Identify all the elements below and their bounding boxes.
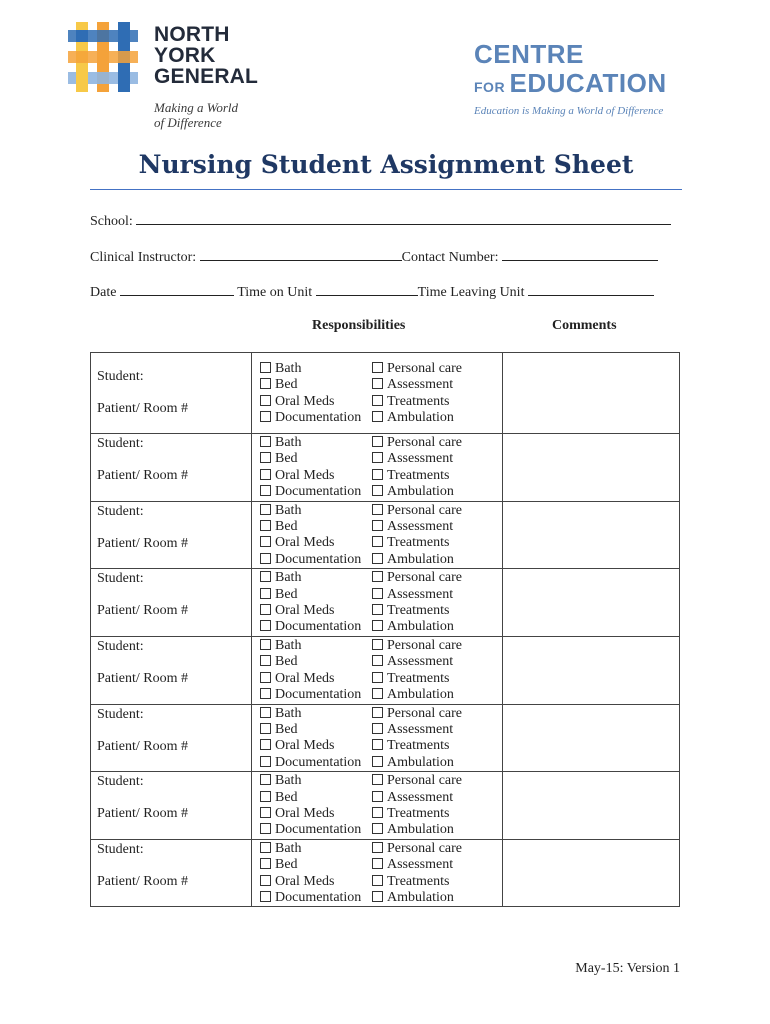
option-label: Bed: [275, 519, 298, 535]
patient-room-label: Patient/ Room #: [97, 738, 188, 754]
version-footer: May-15: Version 1: [575, 961, 680, 976]
option-label: Ambulation: [387, 754, 454, 770]
checkbox[interactable]: [260, 655, 271, 666]
comments-cell[interactable]: [503, 772, 680, 840]
checkbox[interactable]: [372, 774, 383, 785]
option-label: Ambulation: [387, 410, 454, 426]
date-field[interactable]: [120, 283, 234, 296]
option-label: Documentation: [275, 410, 362, 426]
option-label: Treatments: [387, 873, 450, 889]
checkbox[interactable]: [372, 571, 383, 582]
time-leaving-unit-label: Time Leaving Unit: [417, 285, 525, 300]
checkbox[interactable]: [260, 485, 271, 496]
responsibilities-cell: [252, 501, 503, 569]
checkbox[interactable]: [260, 707, 271, 718]
option-label: Personal care: [387, 637, 463, 653]
table-row: [91, 839, 680, 907]
school-row: [90, 212, 682, 230]
responsibility-option: [260, 503, 372, 519]
checkbox[interactable]: [260, 362, 271, 373]
responsibility-option: [260, 755, 372, 771]
responsibilities-cell: [252, 569, 503, 637]
checkbox[interactable]: [372, 620, 383, 631]
option-label: Ambulation: [387, 619, 454, 635]
responsibility-option: [260, 377, 372, 393]
responsibility-option: [260, 671, 372, 687]
responsibility-option: [372, 722, 502, 738]
checkbox[interactable]: [372, 520, 383, 531]
option-label: Bed: [275, 721, 298, 737]
option-label: Ambulation: [387, 889, 454, 905]
checkbox[interactable]: [260, 791, 271, 802]
option-label: Oral Meds: [275, 670, 335, 686]
option-label: Documentation: [275, 822, 362, 838]
checkbox[interactable]: [372, 588, 383, 599]
checkbox[interactable]: [372, 791, 383, 802]
responsibility-option: [260, 722, 372, 738]
comments-cell[interactable]: [503, 501, 680, 569]
student-patient-cell[interactable]: [91, 353, 252, 434]
checkbox[interactable]: [372, 756, 383, 767]
option-label: Personal care: [387, 773, 463, 789]
responsibility-option: [372, 638, 502, 654]
student-label: Student:: [97, 774, 144, 790]
checkbox[interactable]: [260, 469, 271, 480]
option-label: Oral Meds: [275, 467, 335, 483]
checkbox[interactable]: [260, 639, 271, 650]
title-divider: [90, 189, 682, 190]
responsibility-option: [260, 790, 372, 806]
responsibility-option: [260, 519, 372, 535]
student-patient-cell[interactable]: [91, 569, 252, 637]
option-label: Bath: [275, 570, 302, 586]
time-leaving-unit-field[interactable]: [528, 283, 654, 296]
responsibility-option: [372, 451, 502, 467]
table-row: [91, 636, 680, 704]
student-patient-cell[interactable]: [91, 636, 252, 704]
patient-room-label: Patient/ Room #: [97, 401, 188, 416]
option-label: Oral Meds: [275, 738, 335, 754]
patient-room-label: Patient/ Room #: [97, 535, 188, 551]
option-label: Oral Meds: [275, 805, 335, 821]
checkbox[interactable]: [372, 688, 383, 699]
responsibility-option: [372, 841, 502, 857]
checkbox[interactable]: [372, 452, 383, 463]
checkbox[interactable]: [260, 672, 271, 683]
checkbox[interactable]: [260, 774, 271, 785]
responsibilities-cell: [252, 839, 503, 907]
option-label: Oral Meds: [275, 603, 335, 619]
option-label: Bed: [275, 586, 298, 602]
option-label: Bath: [275, 502, 302, 518]
responsibility-option: [372, 671, 502, 687]
checkbox[interactable]: [260, 739, 271, 750]
school-field[interactable]: [136, 212, 671, 225]
checkbox[interactable]: [372, 842, 383, 853]
checkbox[interactable]: [260, 807, 271, 818]
responsibility-option: [260, 552, 372, 568]
cfe-for: FOR: [474, 79, 506, 95]
checkbox[interactable]: [372, 655, 383, 666]
date-label: Date: [90, 285, 117, 300]
responsibility-option: [372, 687, 502, 703]
comments-cell[interactable]: [503, 636, 680, 704]
option-label: Personal care: [387, 840, 463, 856]
option-label: Documentation: [275, 619, 362, 635]
checkbox[interactable]: [260, 504, 271, 515]
table-row: [91, 434, 680, 502]
checkbox[interactable]: [372, 858, 383, 869]
option-label: Bed: [275, 789, 298, 805]
comments-cell[interactable]: [503, 704, 680, 772]
checkbox[interactable]: [260, 688, 271, 699]
responsibilities-cell: [252, 353, 503, 434]
responsibility-option: [372, 822, 502, 838]
option-label: Bed: [275, 654, 298, 670]
checkbox[interactable]: [372, 436, 383, 447]
option-label: Personal care: [387, 570, 463, 586]
option-label: Documentation: [275, 889, 362, 905]
responsibility-option: [260, 822, 372, 838]
responsibility-option: [260, 619, 372, 635]
responsibility-option: [372, 519, 502, 535]
responsibility-option: [372, 706, 502, 722]
responsibility-option: [372, 468, 502, 484]
cfe-centre: CENTRE: [474, 39, 584, 69]
time-on-unit-label: Time on Unit: [237, 285, 313, 300]
responsibility-option: [260, 806, 372, 822]
nyg-name-line-1: NORTH: [154, 23, 230, 46]
responsibility-option: [260, 890, 372, 906]
checkbox[interactable]: [260, 571, 271, 582]
cfe-education: EDUCATION: [509, 68, 667, 98]
responsibility-option: [260, 394, 372, 410]
responsibility-option: [372, 552, 502, 568]
responsibility-option: [372, 790, 502, 806]
responsibility-option: [372, 654, 502, 670]
checkbox[interactable]: [260, 723, 271, 734]
comments-cell[interactable]: [503, 353, 680, 434]
checkbox[interactable]: [372, 639, 383, 650]
checkbox[interactable]: [260, 553, 271, 564]
checkbox[interactable]: [372, 395, 383, 406]
responsibility-option: [372, 484, 502, 500]
option-label: Bed: [275, 857, 298, 873]
student-label: Student:: [97, 706, 144, 722]
option-label: Bath: [275, 840, 302, 856]
checkbox[interactable]: [372, 362, 383, 373]
student-label: Student:: [97, 638, 144, 654]
nyg-logo-name: [154, 24, 258, 87]
patient-room-label: Patient/ Room #: [97, 670, 188, 686]
comments-cell[interactable]: [503, 839, 680, 907]
option-label: Ambulation: [387, 551, 454, 567]
responsibility-option: [260, 410, 372, 426]
checkbox[interactable]: [372, 553, 383, 564]
student-label: Student:: [97, 571, 144, 587]
responsibility-option: [260, 484, 372, 500]
checkbox[interactable]: [372, 739, 383, 750]
responsibility-option: [372, 874, 502, 890]
option-label: Assessment: [387, 519, 454, 535]
option-label: Oral Meds: [275, 393, 335, 409]
checkbox[interactable]: [260, 875, 271, 886]
responsibility-option: [372, 435, 502, 451]
responsibility-option: [260, 535, 372, 551]
option-label: Ambulation: [387, 687, 454, 703]
responsibility-option: [372, 857, 502, 873]
responsibility-option: [372, 410, 502, 426]
option-label: Ambulation: [387, 484, 454, 500]
responsibility-option: [260, 738, 372, 754]
checkbox[interactable]: [372, 469, 383, 480]
responsibility-option: [260, 654, 372, 670]
nyg-name-line-2: YORK: [154, 44, 216, 67]
student-patient-cell[interactable]: [91, 434, 252, 502]
checkbox[interactable]: [260, 378, 271, 389]
nyg-tagline-line-1: Making a World: [154, 100, 239, 115]
option-label: Treatments: [387, 805, 450, 821]
table-row: [91, 501, 680, 569]
option-label: Personal care: [387, 435, 463, 450]
student-patient-cell[interactable]: [91, 501, 252, 569]
responsibility-option: [372, 738, 502, 754]
checkbox[interactable]: [260, 842, 271, 853]
responsibility-option: [260, 587, 372, 603]
checkbox[interactable]: [372, 378, 383, 389]
option-label: Personal care: [387, 705, 463, 721]
table-row: [91, 704, 680, 772]
checkbox[interactable]: [372, 485, 383, 496]
option-label: Bath: [275, 361, 302, 376]
responsibility-option: [372, 587, 502, 603]
option-label: Bed: [275, 451, 298, 467]
option-label: Bath: [275, 637, 302, 653]
student-label: Student:: [97, 503, 144, 519]
checkbox[interactable]: [260, 411, 271, 422]
option-label: Assessment: [387, 857, 454, 873]
responsibility-option: [260, 468, 372, 484]
responsibilities-header: Responsibilities: [312, 318, 406, 333]
patient-room-label: Patient/ Room #: [97, 468, 188, 483]
option-label: Ambulation: [387, 822, 454, 838]
checkbox[interactable]: [372, 411, 383, 422]
responsibility-option: [260, 874, 372, 890]
checkbox[interactable]: [260, 858, 271, 869]
checkbox[interactable]: [372, 823, 383, 834]
checkbox[interactable]: [372, 875, 383, 886]
option-label: Bed: [275, 377, 298, 393]
table-row: [91, 772, 680, 840]
patient-room-label: Patient/ Room #: [97, 806, 188, 822]
responsibility-option: [260, 451, 372, 467]
responsibilities-cell: [252, 636, 503, 704]
checkbox[interactable]: [260, 536, 271, 547]
responsibility-option: [260, 603, 372, 619]
centre-for-education-logo: [474, 40, 694, 120]
checkbox[interactable]: [372, 536, 383, 547]
assignment-table: [90, 352, 680, 907]
nyg-name-line-3: GENERAL: [154, 65, 259, 88]
checkbox[interactable]: [260, 891, 271, 902]
responsibility-option: [372, 377, 502, 393]
checkbox[interactable]: [372, 891, 383, 902]
student-patient-cell[interactable]: [91, 839, 252, 907]
option-label: Bath: [275, 773, 302, 789]
responsibility-option: [260, 570, 372, 586]
checkbox[interactable]: [372, 707, 383, 718]
school-label: School:: [90, 214, 133, 229]
option-label: Oral Meds: [275, 873, 335, 889]
responsibility-option: [372, 603, 502, 619]
responsibility-option: [372, 570, 502, 586]
option-label: Personal care: [387, 361, 463, 376]
comments-cell[interactable]: [503, 569, 680, 637]
responsibility-option: [260, 435, 372, 451]
checkbox[interactable]: [260, 520, 271, 531]
student-patient-cell[interactable]: [91, 772, 252, 840]
table-row: [91, 569, 680, 637]
clinical-instructor-label: Clinical Instructor:: [90, 250, 197, 265]
option-label: Assessment: [387, 721, 454, 737]
responsibility-option: [372, 394, 502, 410]
option-label: Assessment: [387, 451, 454, 467]
responsibilities-cell: [252, 772, 503, 840]
instructor-row: [90, 248, 682, 266]
responsibility-option: [372, 806, 502, 822]
student-label: Student:: [97, 369, 144, 384]
option-label: Treatments: [387, 467, 450, 483]
checkbox[interactable]: [372, 807, 383, 818]
responsibility-option: [372, 619, 502, 635]
responsibility-option: [372, 535, 502, 551]
checkbox[interactable]: [260, 604, 271, 615]
cfe-for-education: [474, 68, 694, 103]
responsibility-option: [260, 841, 372, 857]
checkbox[interactable]: [260, 823, 271, 834]
responsibility-option: [372, 890, 502, 906]
option-label: Treatments: [387, 670, 450, 686]
time-on-unit-field[interactable]: [316, 283, 418, 296]
checkbox[interactable]: [260, 436, 271, 447]
comments-cell[interactable]: [503, 434, 680, 502]
responsibility-option: [372, 361, 502, 377]
checkbox[interactable]: [372, 604, 383, 615]
checkbox[interactable]: [260, 395, 271, 406]
contact-number-label: Contact Number:: [401, 250, 499, 265]
checkbox[interactable]: [260, 620, 271, 631]
option-label: Treatments: [387, 535, 450, 551]
option-label: Treatments: [387, 393, 450, 409]
option-label: Bath: [275, 435, 302, 450]
table-row: [91, 353, 680, 434]
nyg-tagline: [154, 100, 238, 130]
option-label: Documentation: [275, 687, 362, 703]
nyg-logo-mark-icon: [68, 22, 138, 92]
cfe-tagline: Education is Making a World of Difference: [474, 105, 664, 117]
student-patient-cell[interactable]: [91, 704, 252, 772]
responsibility-option: [260, 638, 372, 654]
comments-header: Comments: [552, 318, 617, 333]
contact-number-field[interactable]: [502, 248, 658, 261]
clinical-instructor-field[interactable]: [200, 248, 402, 261]
responsibilities-cell: [252, 704, 503, 772]
student-label: Student:: [97, 841, 144, 857]
option-label: Assessment: [387, 654, 454, 670]
responsibility-option: [260, 706, 372, 722]
option-label: Treatments: [387, 603, 450, 619]
checkbox[interactable]: [372, 504, 383, 515]
responsibility-option: [372, 755, 502, 771]
option-label: Personal care: [387, 502, 463, 518]
option-label: Assessment: [387, 586, 454, 602]
checkbox[interactable]: [260, 588, 271, 599]
responsibility-option: [260, 773, 372, 789]
option-label: Documentation: [275, 754, 362, 770]
checkbox[interactable]: [372, 672, 383, 683]
responsibility-option: [260, 687, 372, 703]
option-label: Assessment: [387, 377, 454, 393]
nyg-tagline-line-2: of Difference: [154, 115, 222, 130]
responsibilities-cell: [252, 434, 503, 502]
checkbox[interactable]: [260, 452, 271, 463]
option-label: Documentation: [275, 551, 362, 567]
student-label: Student:: [97, 436, 144, 451]
responsibility-option: [260, 361, 372, 377]
option-label: Treatments: [387, 738, 450, 754]
option-label: Documentation: [275, 484, 362, 500]
patient-room-label: Patient/ Room #: [97, 603, 188, 619]
responsibility-option: [372, 503, 502, 519]
page-title: Nursing Student Assignment Sheet: [138, 150, 634, 179]
responsibility-option: [260, 857, 372, 873]
option-label: Oral Meds: [275, 535, 335, 551]
checkbox[interactable]: [372, 723, 383, 734]
date-time-row: [90, 283, 682, 301]
responsibility-option: [372, 773, 502, 789]
option-label: Assessment: [387, 789, 454, 805]
option-label: Bath: [275, 705, 302, 721]
checkbox[interactable]: [260, 756, 271, 767]
patient-room-label: Patient/ Room #: [97, 873, 188, 889]
north-york-general-logo: [68, 18, 288, 133]
